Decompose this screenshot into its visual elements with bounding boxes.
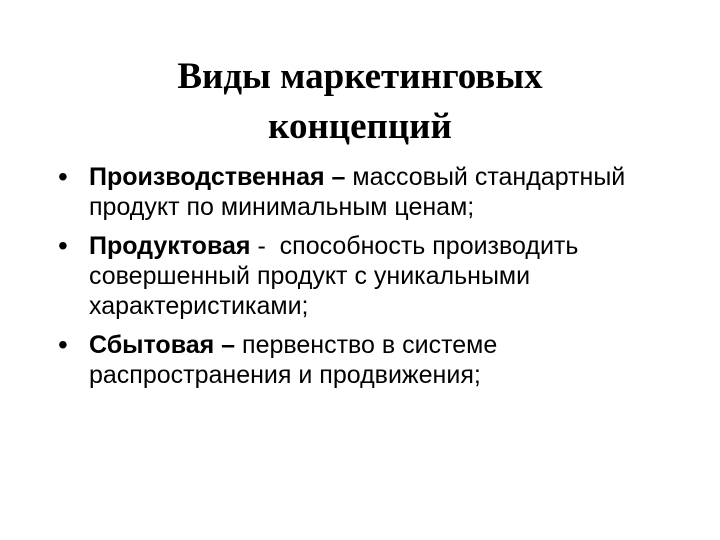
slide-title-line-1: Виды маркетинговых xyxy=(177,56,543,97)
bullet-item-sales xyxy=(58,330,678,390)
bullet-icon: • xyxy=(58,329,68,360)
bullet-term: Продуктовая xyxy=(89,232,251,260)
bullet-item-production xyxy=(58,162,678,222)
bullet-term: Сбытовая xyxy=(89,331,215,359)
bullet-term: Производственная xyxy=(89,163,325,191)
bullet-icon: • xyxy=(58,230,68,261)
bullet-text: способность производить совершенный продукт с уникальными характеристиками; xyxy=(89,232,579,320)
bullet-separator: - xyxy=(250,232,280,260)
bullet-item-product xyxy=(58,231,678,321)
bullet-text: первенство в системе распространения и продвижения; xyxy=(89,331,498,389)
bullet-separator: – xyxy=(214,331,243,359)
bullet-list xyxy=(58,162,678,399)
slide-title xyxy=(60,52,660,152)
bullet-text: массовый стандартный продукт по минимальным ценам; xyxy=(89,163,626,221)
slide-title-line-2: концепций xyxy=(268,106,452,147)
bullet-icon: • xyxy=(58,161,68,192)
bullet-separator: – xyxy=(324,163,353,191)
